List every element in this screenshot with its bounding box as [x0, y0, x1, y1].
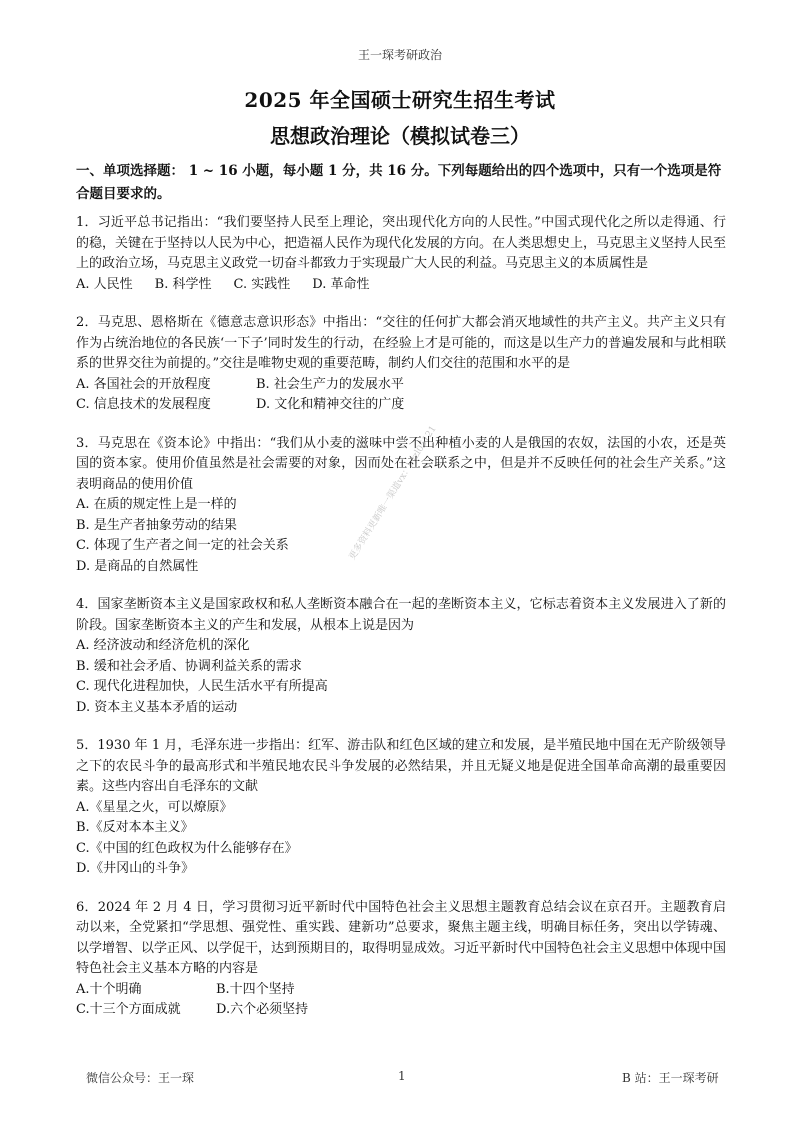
question-2: [76, 313, 726, 416]
option-c: C. 信息技术的发展程度: [76, 397, 211, 412]
option-c: C.《中国的红色政权为什么能够存在》: [76, 840, 298, 856]
exam-content: [76, 160, 726, 1039]
option-d: D.《井冈山的斗争》: [76, 861, 195, 876]
page-number: 1: [398, 1069, 406, 1083]
options: [76, 980, 726, 1021]
option-d: D.六个必须坚持: [216, 1002, 309, 1017]
question-5: [76, 736, 726, 880]
option-a: A. 人民性: [76, 276, 133, 292]
option-a: A.十个明确: [76, 981, 142, 997]
question-stem: 4．国家垄断资本主义是国家政权和私人垄断资本融合在一起的垄断资本主义，它标志着资本主义发展进入了新的阶段。国家垄断资本主义的产生和发展，从根本上说是因为: [76, 597, 726, 633]
option-a: A. 在质的规定性上是一样的: [76, 497, 237, 512]
options: [76, 375, 726, 416]
option-b: B.《反对本本主义》: [76, 820, 194, 835]
option-b: B. 缓和社会矛盾、协调利益关系的需求: [76, 658, 302, 674]
option-d: D. 资本主义基本矛盾的运动: [76, 699, 238, 715]
option-d: D. 革命性: [312, 276, 370, 292]
option-a: A. 经济波动和经济危机的深化: [76, 638, 250, 653]
option-a: A.《星星之火，可以燎原》: [76, 799, 233, 815]
option-d: D. 是商品的自然属性: [76, 558, 199, 574]
question-1: [76, 213, 726, 295]
question-stem: 2．马克思、恩格斯在《德意志意识形态》中指出：“交往的任何扩大都会消灭地域性的共产主义。共产主义只有作为占统治地位的各民族‘一下子’同时发生的行动，在经验上才是可能的，而这是以生产力的普遍发展和与此相联系的世界交往为前提的。”交往是唯物史观的重要范畴，制约人们交往的范围和水平的是: [76, 315, 726, 371]
option-b: B.十四个坚持: [216, 981, 295, 997]
footer-bilibili: B 站：王一琛考研: [622, 1071, 719, 1085]
option-b: B. 社会生产力的发展水平: [256, 376, 404, 392]
exam-title: 2025 年全国硕士研究生招生考试: [244, 88, 556, 112]
footer-wechat: 微信公众号：王一琛: [86, 1071, 195, 1085]
question-3: [76, 434, 726, 578]
question-stem: 5．1930 年 1 月，毛泽东进一步指出：红军、游击队和红色区域的建立和发展，是半殖民地中国在无产阶级领导之下的农民斗争的最高形式和半殖民地农民斗争发展的必然结果，并且无疑义地是促进全国革命高潮的最重要因素。这些内容出自毛泽东的文献: [76, 738, 726, 794]
question-stem: 1．习近平总书记指出：“我们要坚持人民至上理论，突出现代化方向的人民性。”中国式现代化之所以走得通、行的稳，关键在于坚持以人民为中心，把造福人民作为现代化发展的方向。在人类思想史上，马克思主义坚持人民至上的政治立场，马克思主义政党一切奋斗都致力于实现最广大人民的利益。马克思主义的本质属性是: [76, 215, 727, 271]
page-header: 王一琛考研政治: [357, 48, 442, 62]
option-c: C.十三个方面成就: [76, 1002, 181, 1017]
option-c: C. 现代化进程加快，人民生活水平有所提高: [76, 679, 328, 694]
section-heading: 一、单项选择题： 1 ~ 16 小题，每小题 1 分，共 16 分。下列每题给出的四个选项中，只有一个选项是符合题目要求的。: [76, 163, 722, 202]
option-a: A. 各国社会的开放程度: [76, 376, 211, 392]
question-stem: 3．马克思在《资本论》中指出：“我们从小麦的滋味中尝不出种植小麦的人是俄国的农奴，法国的小农，还是英国的资本家。使用价值虽然是社会需要的对象，因而处在社会联系之中，但是并不反映任何的社会生产关系。”这表明商品的使用价值: [76, 435, 726, 492]
options: [76, 275, 726, 296]
question-4: [76, 595, 726, 718]
option-c: C. 实践性: [233, 276, 291, 292]
question-6: [76, 898, 726, 1021]
question-stem: 6．2024 年 2 月 4 日，学习贯彻习近平新时代中国特色社会主义思想主题教育总结会议在京召开。主题教育启动以来，全党紧扣“学思想、强党性、重实践、建新功”总要求，聚焦主题主线，明确目标任务，突出以学铸魂、以学增智、以学正风、以学促干，达到预期目的，取得明显成效。习近平新时代中国特色社会主义思想中体现中国特色社会主义基本方略的内容是: [76, 899, 727, 976]
watermark-text: 更多资料更新唯一渠道vx：kyzl05121: [347, 424, 439, 562]
option-b: B. 科学性: [154, 276, 212, 292]
option-c: C. 体现了生产者之间一定的社会关系: [76, 538, 289, 553]
exam-subtitle: 思想政治理论（模拟试卷三）: [270, 124, 530, 148]
option-d: D. 文化和精神交往的广度: [256, 397, 405, 412]
option-b: B. 是生产者抽象劳动的结果: [76, 517, 237, 533]
